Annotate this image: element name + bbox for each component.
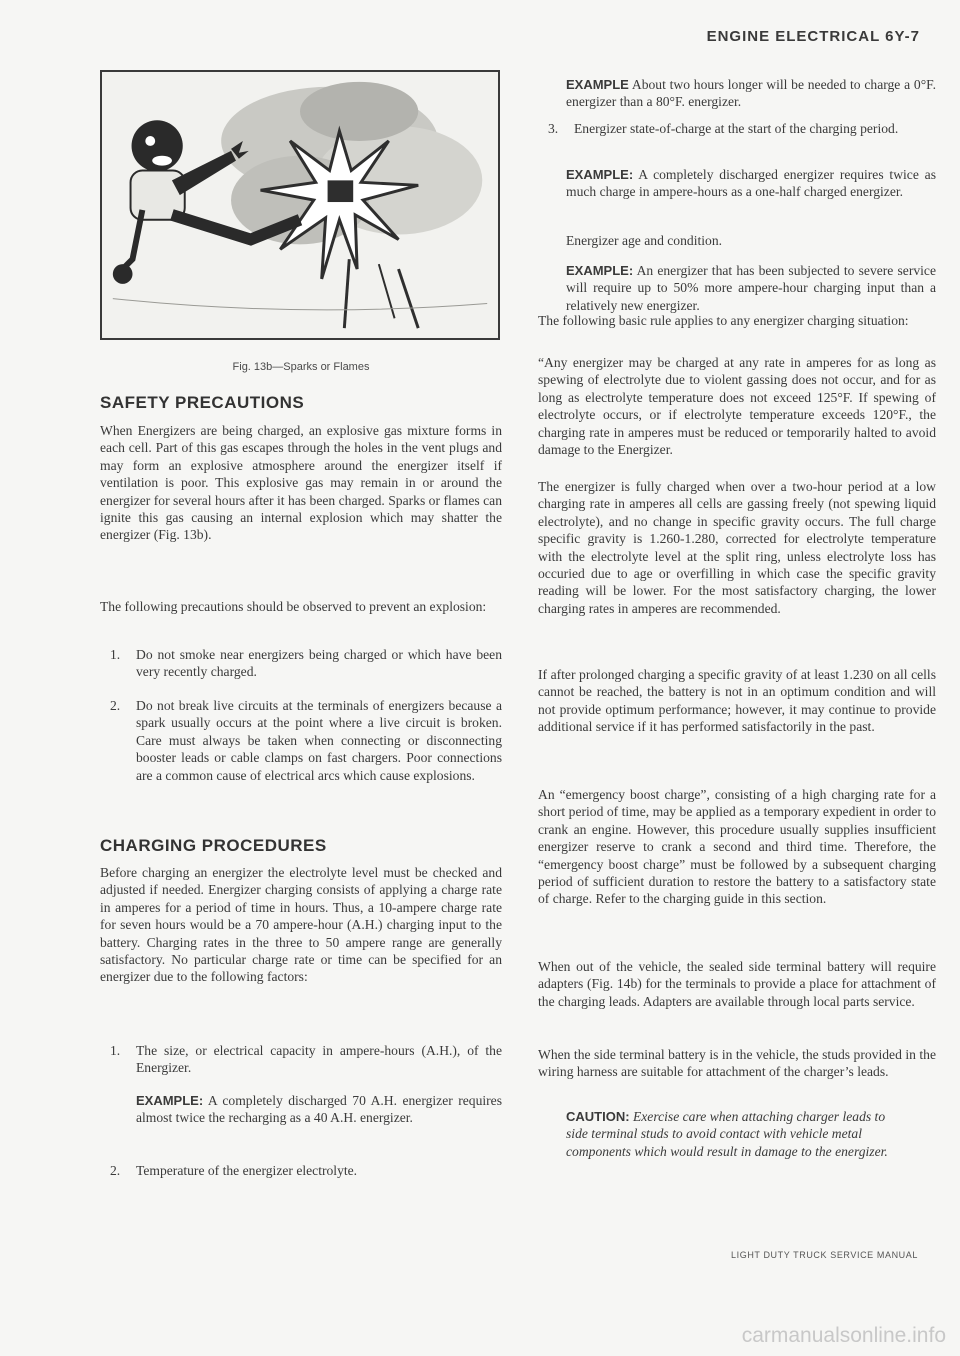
page-header: ENGINE ELECTRICAL 6Y-7 [706,28,920,45]
safety-paragraph-2: The following precautions should be observed to prevent an explosion: [100,599,487,614]
list-number: 3. [548,121,559,136]
precaution-item-2 [100,697,502,784]
example-text: About two hours longer will be needed to charge a 0°F. energizer than a 80°F. energizer. [566,77,937,110]
example-label: EXAMPLE: [566,263,634,278]
list-text: Temperature of the energizer electrolyte. [136,1163,358,1178]
prolonged-charge-paragraph: If after prolonged charging a specific gravity of at least 1.230 on all cells cannot be reached, the battery is not in an optimum condition and will not provide optimum performance; however, it may continue to provide additional service if it has performed satisfactorily in the past. [538,667,936,735]
example-label: EXAMPLE: [566,167,634,182]
example-text: A completely discharged energizer requires twice as much charge in ampere-hours as a one-half charged energizer. [566,167,936,200]
full-charge-paragraph: The energizer is fully charged when over a two-hour period at a low charging rate in amperes all cells are gassing freely (not spewing liquid electrolyte), and no change in specific gravity occurs. The full charge specific gravity is 1.260-1.280, corrected for electrolyte temperature with the electrolyte level at the split ring, unless electrolyte loss has occuried due to age or overfilling in which case the specific gravity reading will be lower. For the most satisfactory charging, the lower charging rates in amperes are recommended. [538,479,936,616]
charging-paragraph-1: Before charging an energizer the electrolyte level must be checked and adjusted if needed. Energizer charging consists of applying a charge rate in amperes for a period of time in hours. Thus, a 10-ampere charge rate for seven hours would be a 70 ampere-hour (A.H.) charging input to the battery. Charging rates in the three to 50 ampere range are generally satisfactory. No particular charge rate or time can be specified for an energizer due to the following factors: [100,865,502,985]
caution-text: Exercise care when attaching charger leads to side terminal studs to avoid contact with vehicle metal components which would result in damage to the energizer. [566,1109,888,1159]
example-1 [136,1092,502,1127]
caution-label: CAUTION: [566,1109,630,1124]
caution-note [566,1108,906,1160]
out-of-vehicle-paragraph: When out of the vehicle, the sealed side terminal battery will require adapters (Fig. 14b) for the terminals to provide a place for attachment of the charging leads. Adapters are available through local parts service. [538,959,936,1009]
factor-item-4: Energizer age and condition. [566,233,723,248]
quote-paragraph: “Any energizer may be charged at any rate in amperes for as long as spewing of electrolyte due to violent gassing does not occur, and for as long as electrolyte temperature does not exceed 125°F. If spewing of electrolyte occurs, or if electrolyte temperature exceeds 120°F., the charging rate in amperes must be reduced or temporarily halted to avoid damage to the Energizer. [538,355,936,458]
list-number: 2. [110,1163,121,1178]
example-text: An energizer that has been subjected to severe service will require up to 50% more ampere-hour charging input than a relatively new energizer. [566,263,936,313]
factor-item-1 [100,1042,502,1077]
example-2 [566,76,936,111]
safety-paragraph-1: When Energizers are being charged, an explosive gas mixture forms in each cell. Part of this gas escapes through the holes in the vent plugs and may form an explosive atmosphere around the energizer itself if ventilation is poor. This explosive gas may remain in or around the energizer for several hours after it has been charged. Sparks or flames can ignite this gas causing an internal explosion which may shatter the energizer (Fig. 13b). [100,423,502,543]
factor-item-3 [538,120,936,137]
example-label: EXAMPLE [566,77,629,92]
list-text: Do not break live circuits at the terminals of energizers because a spark usually occurs at the point where a live circuit is broken. Care must always be taken when connecting or disconnecting booster leads or cable clamps on fast chargers. Poor connections are a common cause of electrical arcs which cause explosions. [136,698,502,783]
list-text: Do not smoke near energizers being charged or which have been very recently charged. [136,647,502,680]
watermark: carmanualsonline.info [741,1324,946,1347]
example-label: EXAMPLE: [136,1093,204,1108]
boost-charge-paragraph: An “emergency boost charge”, consisting of a high charging rate for a short period of time, may be applied as a temporary expedient in order to crank an engine. However, this procedure usually supplies insufficient energizer reserve to crank a second and third time. Therefore, the “emergency boost charge” must be followed by a subsequent charging period of sufficient duration to restore the battery to a satisfactory state of charge. Refer to the charging guide in this section. [538,787,936,907]
example-3 [566,166,936,201]
example-text: A completely discharged 70 A.H. energizer requires almost twice the recharging as a 40 A.H. energizer. [136,1093,502,1126]
explosion-illustration-icon [102,72,498,338]
list-number: 1. [110,1043,121,1058]
rule-paragraph: The following basic rule applies to any energizer charging situation: [538,313,909,328]
factor-item-2 [100,1162,502,1179]
list-text: Energizer state-of-charge at the start of the charging period. [574,121,899,136]
list-number: 1. [110,647,121,662]
safety-heading: SAFETY PRECAUTIONS [100,393,305,412]
in-vehicle-paragraph: When the side terminal battery is in the vehicle, the studs provided in the wiring harness are suitable for attachment of the charger’s leads. [538,1047,936,1080]
list-number: 2. [110,698,121,713]
figure-caption: Fig. 13b—Sparks or Flames [232,361,370,373]
figure-explosion [100,70,500,340]
precaution-item-1 [100,646,502,681]
charging-heading: CHARGING PROCEDURES [100,836,327,855]
example-4 [566,262,936,314]
list-text: The size, or electrical capacity in ampere-hours (A.H.), of the Energizer. [136,1043,502,1076]
page-footer: LIGHT DUTY TRUCK SERVICE MANUAL [731,1250,918,1260]
